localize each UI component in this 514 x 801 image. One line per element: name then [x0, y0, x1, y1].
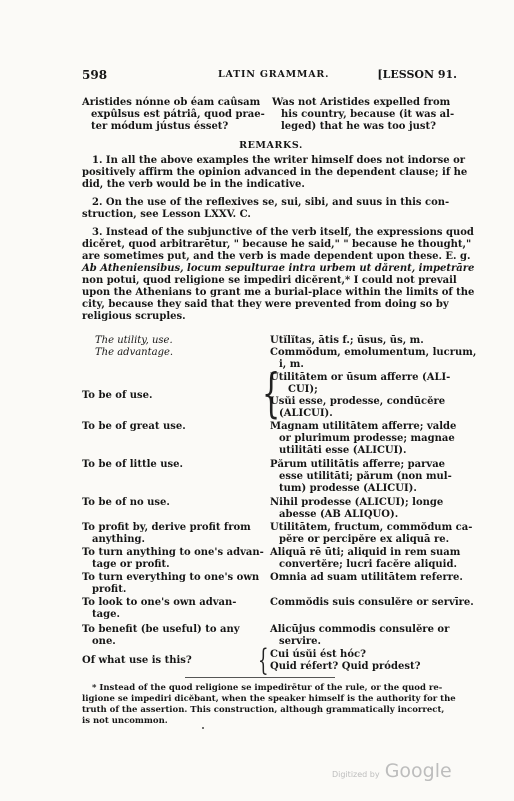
vocab-latin: Cui úsŭi ést hóc?	[270, 649, 366, 660]
footnote-rule	[185, 677, 335, 678]
vocab-latin: Commŏdum, emolumentum, lucrum,	[270, 347, 477, 358]
digitized-watermark	[332, 760, 452, 782]
vocab-english: To look to one's own advan-	[82, 597, 237, 608]
text-line: * Instead of the quod religione se impedirētur of the rule, or the quod re-	[92, 683, 443, 693]
text-line: is not uncommon.	[82, 716, 168, 726]
vocab-english: To be of little use.	[82, 459, 183, 470]
vocab-latin: tum) prodesse (ALICUI).	[279, 483, 417, 494]
watermark-logo-text: Google	[384, 760, 452, 782]
vocab-latin: (ALICUI).	[279, 408, 333, 419]
vocab-latin: Alicūjus commodis consulĕre or	[270, 624, 450, 635]
page-number: 598	[82, 68, 108, 82]
text-line: Was not Aristides expelled from	[272, 97, 451, 108]
vocab-english: To benefit (be useful) to any	[82, 624, 240, 635]
text-line: ligione se impediri dicĕbant, when the speaker himself is the authority for the	[82, 694, 456, 704]
vocab-latin: Utilitātem, fructum, commŏdum ca-	[270, 522, 473, 533]
text-line: truth of the assertion. This construction, although grammatically incorrect,	[82, 705, 445, 715]
remarks-heading: REMARKS.	[239, 140, 303, 151]
lesson-number: [LESSON 91.	[377, 68, 457, 81]
vocab-latin: Nihil prodesse (ALICUI); longe	[270, 497, 444, 508]
vocab-english: To be of great use.	[82, 421, 186, 432]
text-line: his country, because (it was al-	[281, 109, 455, 120]
text-line: expûlsus est pátriâ, quod prae-	[91, 109, 265, 120]
vocab-latin: servire.	[279, 636, 321, 647]
vocab-latin: Quid réfert? Quid pródest?	[270, 661, 421, 672]
text-line: 3. Instead of the subjunctive of the verb itself, the expressions quod	[92, 227, 474, 238]
text-line: dicěret, quod arbitrarētur, " because he said," " because he thought,"	[82, 239, 472, 250]
brace-glyph: {	[258, 643, 269, 678]
text-line: ter módum jústus ésset?	[91, 121, 229, 132]
text-line: Ab Atheniensibus, locum sepulturae intra urbem ut dărent, impetrāre	[82, 263, 475, 274]
vocab-english: To profit by, derive profit from	[82, 522, 251, 533]
vocab-latin: esse utilitāti; părum (non mul-	[279, 471, 452, 482]
vocab-english: tage or profit.	[92, 559, 170, 570]
vocab-english: anything.	[92, 534, 145, 545]
text-line: are sometimes put, and the verb is made dependent upon these. E. g.	[82, 251, 471, 262]
text-line: city, because they said that they were prevented from doing so by	[82, 299, 449, 310]
vocab-english: The advantage.	[95, 347, 174, 358]
vocab-english: The utility, use.	[95, 335, 173, 346]
text-line: 2. On the use of the reflexives se, sui, sibi, and suus in this con-	[92, 197, 450, 208]
watermark-small-text: Digitized by	[332, 770, 380, 779]
vocab-latin: Magnam utilitātem afferre; valde	[270, 421, 457, 432]
vocab-english: Of what use is this?	[82, 655, 192, 666]
brace-glyph: {	[262, 364, 281, 424]
text-line: upon the Athenians to grant me a burial-place within the limits of the	[82, 287, 475, 298]
vocab-latin: Utĭlĭtas, ātis f.; ūsus, ūs, m.	[270, 335, 424, 346]
vocab-english: To turn anything to one's advan-	[82, 547, 264, 558]
vocab-latin: or plurimum prodesse; magnae	[279, 433, 455, 444]
text-line: religious scruples.	[82, 311, 186, 322]
text-line: non potui, quod religione se impediri dicĕrent,* I could not prevail	[82, 275, 457, 286]
text-line: did, the verb would be in the indicative.	[82, 179, 305, 190]
vocab-english: tage.	[92, 609, 120, 620]
intro-latin-sentence	[82, 97, 267, 137]
ink-speck	[202, 727, 204, 729]
intro-english-sentence	[272, 97, 462, 137]
vocab-latin: Usŭi esse, prodesse, condūcĕre	[270, 396, 446, 407]
vocab-latin: i, m.	[279, 359, 304, 370]
vocab-latin: CUI);	[288, 384, 318, 395]
text-line: positively affirm the opinion advanced in the dependent clause; if he	[82, 167, 468, 178]
vocab-latin: Commŏdis suis consulĕre or servīre.	[270, 597, 474, 608]
vocab-english: To be of no use.	[82, 497, 170, 508]
vocab-latin: convertĕre; lucri facĕre aliquid.	[279, 559, 457, 570]
vocab-english: To turn everything to one's own	[82, 572, 260, 583]
vocab-latin: Aliquā rē ūti; aliquid in rem suam	[270, 547, 461, 558]
vocabulary-table	[82, 335, 477, 678]
text-line: leged) that he was too just?	[281, 121, 436, 132]
running-title: LATIN GRAMMAR.	[218, 69, 330, 80]
vocab-english: To be of use.	[82, 390, 153, 401]
vocab-latin: Părum utilitātis afferre; parvae	[270, 459, 446, 470]
text-line: 1. In all the above examples the writer himself does not indorse or	[92, 155, 466, 166]
vocab-latin: pĕre or percipĕre ex aliquā re.	[279, 534, 450, 545]
vocab-english: one.	[92, 636, 116, 647]
vocab-latin: abesse (AB ALIQUO).	[279, 509, 399, 520]
text-line: struction, see Lesson LXXV. C.	[82, 209, 251, 220]
vocab-english: profit.	[92, 584, 127, 595]
vocab-latin: utilitāti esse (ALICUI).	[279, 445, 407, 456]
running-header	[82, 68, 457, 84]
vocab-latin: Omnia ad suam utilitātem referre.	[270, 572, 463, 583]
text-line: Aristides nónne ob éam caûsam	[82, 97, 261, 108]
vocab-latin: Utilitātem or ūsum afferre (ALI-	[270, 372, 451, 383]
